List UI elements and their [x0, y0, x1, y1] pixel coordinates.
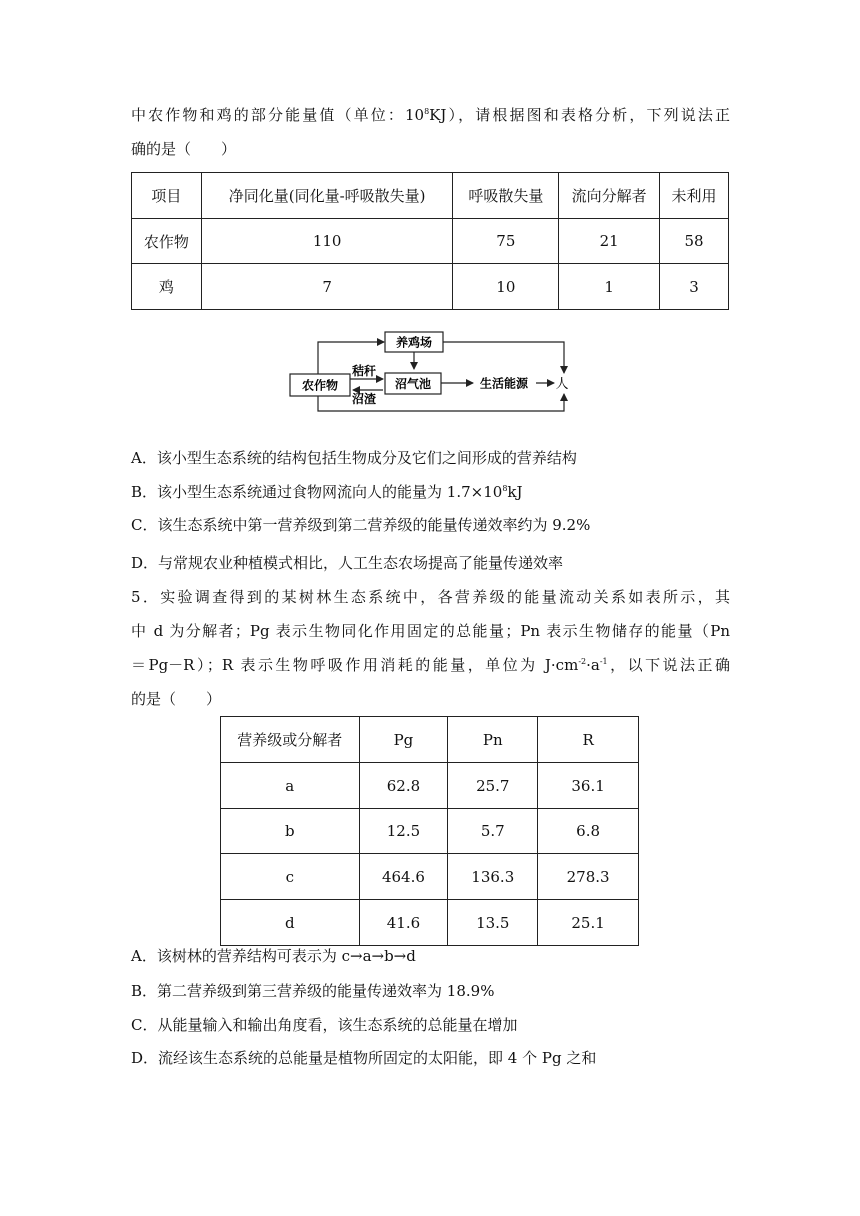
table-cell: 农作物 — [132, 219, 202, 264]
table-cell: 1 — [559, 264, 660, 310]
header-cell: Pn — [448, 717, 538, 763]
question-intro-line-1: 中农作物和鸡的部分能量值（单位：$10^8KJ$），请根据图和表格分析，下列说法正 — [131, 106, 730, 124]
header-cell: 流向分解者 — [559, 173, 660, 219]
q5-stem-line-2: 中 d 为分解者；Pg 表示生物同化作用固定的总能量；Pn 表示生物储存的能量（Pn — [131, 622, 730, 640]
header-cell: 呼吸散失量 — [453, 173, 559, 219]
table-header-row — [132, 173, 729, 219]
residue-label: 沼渣 — [351, 392, 377, 406]
table-cell: 464.6 — [359, 854, 448, 900]
q5-option-c: C．从能量输入和输出角度看，该生态系统的总能量在增加 — [131, 1016, 518, 1034]
q5-option-a: A．该树林的营养结构可表示为 c→a→b→d — [131, 947, 416, 965]
q5-option-b: B．第二营养级到第三营养级的能量传递效率为 18.9% — [131, 982, 495, 1000]
q4-option-a: A．该小型生态系统的结构包括生物成分及它们之间形成的营养结构 — [131, 449, 577, 467]
header-cell: 营养级或分解者 — [221, 717, 360, 763]
table-cell: 110 — [201, 219, 453, 264]
table-cell: 21 — [559, 219, 660, 264]
header-cell: R — [538, 717, 639, 763]
q4-option-c: C．该生态系统中第一营养级到第二营养级的能量传递效率约为 9.2% — [131, 516, 591, 534]
table-cell: 鸡 — [132, 264, 202, 310]
table-row — [132, 264, 729, 310]
table-cell: a — [221, 763, 360, 809]
q4-option-b: B．该小型生态系统通过食物网流向人的能量为 $1.7\times 10^8kJ$ — [131, 483, 523, 501]
flow-farm-to-human-arrow — [443, 342, 564, 373]
human-label: 人 — [555, 377, 569, 392]
table-row — [221, 763, 639, 809]
q5-stem-line-4: 的是（ ） — [131, 690, 222, 708]
q5-option-d: D．流经该生态系统的总能量是植物所固定的太阳能，即 4 个 Pg 之和 — [131, 1049, 597, 1067]
header-cell: Pg — [359, 717, 448, 763]
header-cell: 未利用 — [660, 173, 729, 219]
table-cell: 25.1 — [538, 900, 639, 946]
table-cell: c — [221, 854, 360, 900]
table-cell: 36.1 — [538, 763, 639, 809]
biogas-label: 沼气池 — [394, 377, 432, 391]
table-cell: 58 — [660, 219, 729, 264]
table-cell: 278.3 — [538, 854, 639, 900]
header-cell: 项目 — [132, 173, 202, 219]
table-row — [221, 854, 639, 900]
energy-table-crops-chicken — [131, 172, 729, 310]
chicken-farm-label: 养鸡场 — [395, 335, 433, 350]
table-cell: 75 — [453, 219, 559, 264]
table-cell: 25.7 — [448, 763, 538, 809]
table-cell: b — [221, 809, 360, 854]
table-cell: 6.8 — [538, 809, 639, 854]
table-cell: 12.5 — [359, 809, 448, 854]
table-row — [221, 809, 639, 854]
table-cell: 3 — [660, 264, 729, 310]
q4-option-d: D．与常规农业种植模式相比，人工生态农场提高了能量传递效率 — [131, 554, 564, 572]
q5-stem-line-1: 5．实验调查得到的某树林生态系统中，各营养级的能量流动关系如表所示，其 — [131, 588, 730, 606]
question-intro-line-2: 确的是（ ） — [131, 140, 237, 158]
crop-label: 农作物 — [301, 378, 339, 393]
straw-label: 秸秆 — [351, 364, 377, 378]
table-header-row — [221, 717, 639, 763]
farm-ecosystem-diagram — [286, 327, 576, 415]
table-cell: 7 — [201, 264, 453, 310]
energy-flow-table — [220, 716, 639, 946]
table-cell: 62.8 — [359, 763, 448, 809]
q5-stem-line-3: ＝Pg－R）；R 表示生物呼吸作用消耗的能量，单位为 $J\cdot cm^{-2}\cdot a^{-1}$，以下说法正确 — [131, 656, 730, 674]
table-cell: 41.6 — [359, 900, 448, 946]
table-cell: d — [221, 900, 360, 946]
table-cell: 136.3 — [448, 854, 538, 900]
header-cell: 净同化量(同化量-呼吸散失量) — [201, 173, 453, 219]
table-cell: 5.7 — [448, 809, 538, 854]
table-cell: 13.5 — [448, 900, 538, 946]
table-row — [221, 900, 639, 946]
table-cell: 10 — [453, 264, 559, 310]
table-row — [132, 219, 729, 264]
living-energy-label: 生活能源 — [479, 376, 529, 391]
